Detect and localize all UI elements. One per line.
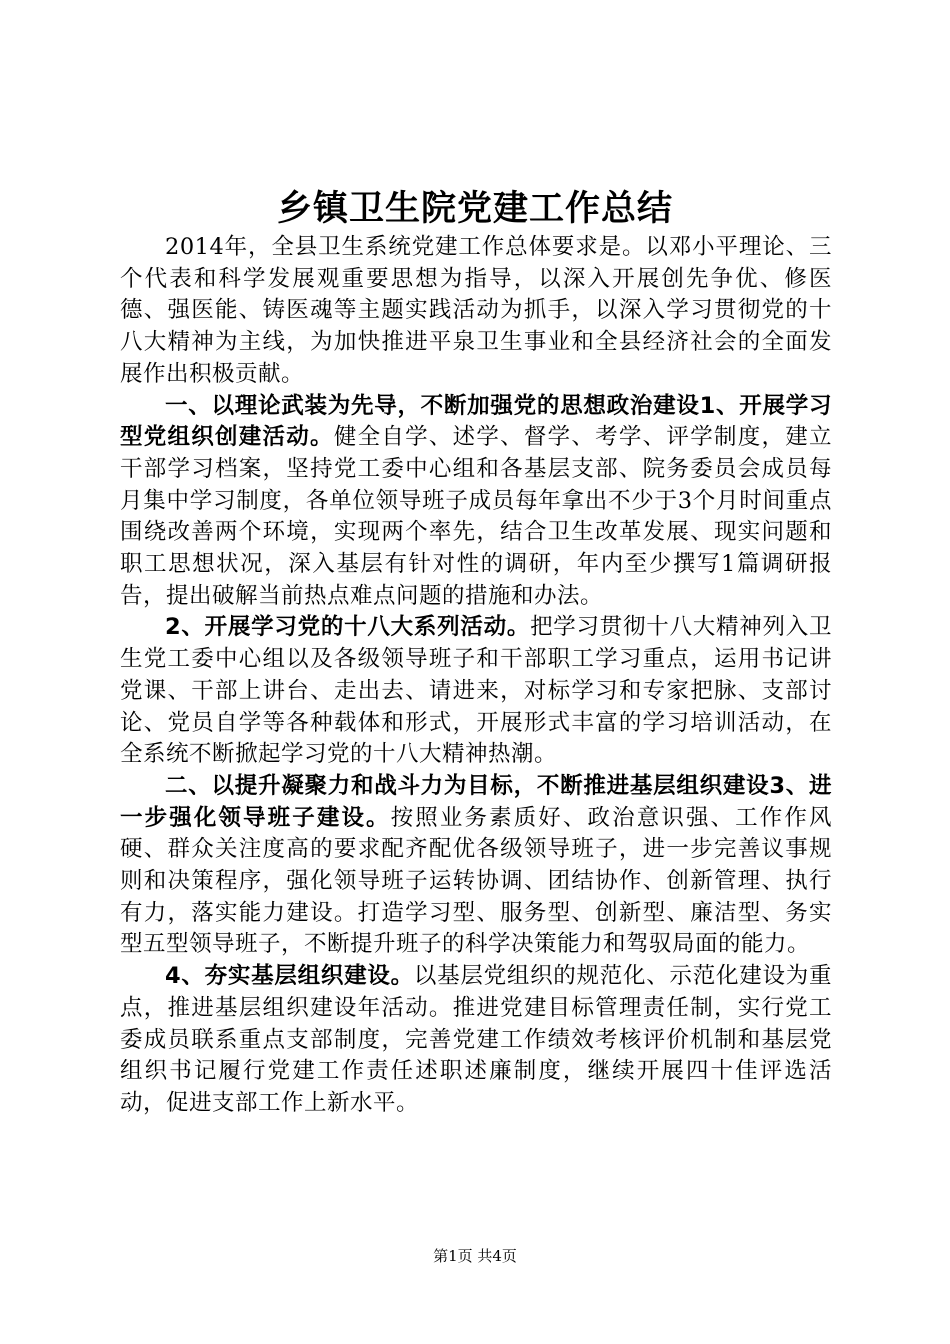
paragraph-section-2 <box>120 771 832 961</box>
paragraph-text: 以基层党组织的规范化、示范化建设为重点，推进基层组织建设年活动。推进党建目标管理责任制，实行党工委成员联系重点支部制度，完善党建工作绩效考核评价机制和基层党组织书记履行党建工作责任述职述廉制度，继续开展四十佳评选活动，促进支部工作上新水平。 <box>120 963 832 1116</box>
document-title: 乡镇卫生院党建工作总结 <box>276 189 673 229</box>
paragraph-item-4 <box>120 961 832 1120</box>
paragraph-heading: 4、夯实基层组织建设。 <box>165 963 414 990</box>
paragraph-text: 按照业务素质好、政治意识强、工作作风硬、群众关注度高的要求配齐配优各级领导班子，进一步完善议事规则和决策程序，强化领导班子运转协调、团结协作、创新管理、执行有力，落实能力建设。打造学习型、服务型、创新型、廉洁型、务实型五型领导班子，不断提升班子的科学决策能力和驾驭局面的能力。 <box>120 804 832 958</box>
paragraph-text: 把学习贯彻十八大精神列入卫生党工委中心组以及各级领导班子和干部职工学习重点，运用书记讲党课、干部上讲台、走出去、请进来，对标学习和专家把脉、支部讨论、党员自学等各种载体和形式，开展形式丰富的学习培训活动，在全系统不断掀起学习党的十八大精神热潮。 <box>120 614 832 768</box>
paragraph-text: 健全自学、述学、督学、考学、评学制度，建立干部学习档案，坚持党工委中心组和各基层支部、院务委员会成员每月集中学习制度，各单位领导班子成员每年拿出不少于3个月时间重点围绕改善两个环境，实现两个率先，结合卫生改革发展、现实问题和职工思想状况，深入基层有针对性的调研，年内至少撰写1篇调研报告，提出破解当前热点难点问题的措施和办法。 <box>120 424 832 609</box>
paragraph-text: 2014年，全县卫生系统党建工作总体要求是。以邓小平理论、三个代表和科学发展观重要思想为指导，以深入开展创先争优、修医德、强医能、铸医魂等主题实践活动为抓手，以深入学习贯彻党的十八大精神为主线，为加快推进平泉卫生事业和全县经济社会的全面发展作出积极贡献。 <box>120 234 832 387</box>
paragraph-intro <box>120 232 832 391</box>
document-body <box>120 232 832 1120</box>
paragraph-heading: 2、开展学习党的十八大系列活动。 <box>165 614 531 641</box>
paragraph-section-1 <box>120 391 832 613</box>
paragraph-item-2 <box>120 612 832 771</box>
page-footer: 第1页 共4页 <box>433 1247 517 1265</box>
paragraph-heading: 一、以理论武装为先导，不断加强党的思想政治建设1、开展学习型党组织创建活动。 <box>120 392 832 451</box>
paragraph-heading: 二、以提升凝聚力和战斗力为目标，不断推进基层组织建设3、进一步强化领导班子建设。 <box>120 772 832 831</box>
